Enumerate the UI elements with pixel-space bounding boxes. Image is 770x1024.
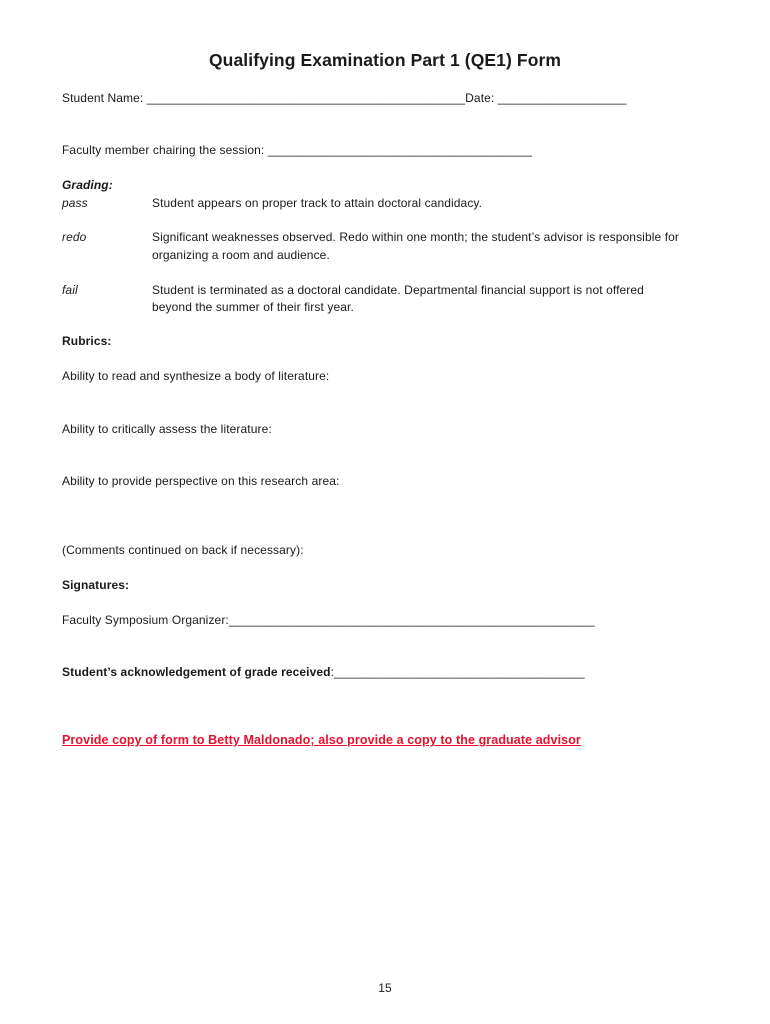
- grade-desc-fail-line-2: beyond the summer of their first year.: [152, 300, 354, 314]
- grade-desc-fail-line-1: Student is terminated as a doctoral candidate. Departmental financial support is not offered: [152, 283, 644, 297]
- faculty-chair-line: Faculty member chairing the session: _______________________________________: [62, 143, 532, 157]
- rubric-item: Ability to provide perspective on this research area:: [62, 474, 340, 488]
- grade-term-fail: fail: [62, 283, 78, 297]
- page-number: 15: [378, 981, 392, 995]
- rubrics-heading: Rubrics:: [62, 334, 112, 348]
- student-ack-label: Student’s acknowledgement of grade received: [62, 665, 331, 679]
- student-name-date-line: Student Name: _______________________________________________Date: ___________________: [62, 91, 627, 105]
- grade-term-pass: pass: [62, 196, 88, 210]
- student-ack-line: [62, 664, 585, 681]
- comments-note: (Comments continued on back if necessary):: [62, 543, 304, 557]
- grade-term-redo: redo: [62, 230, 87, 244]
- rubric-item: Ability to critically assess the literature:: [62, 422, 272, 436]
- rubric-item: Ability to read and synthesize a body of literature:: [62, 369, 330, 383]
- form-title: Qualifying Examination Part 1 (QE1) Form: [208, 50, 562, 70]
- grading-heading: Grading:: [62, 178, 113, 192]
- organizer-signature-line: Faculty Symposium Organizer:______________________________________________________: [62, 613, 595, 627]
- distribution-notice: Provide copy of form to Betty Maldonado; also provide a copy to the graduate advisor: [62, 733, 581, 747]
- grade-desc-pass-line-1: Student appears on proper track to attain doctoral candidacy.: [152, 196, 483, 210]
- signatures-heading: Signatures:: [62, 578, 130, 592]
- grade-desc-redo-line-2: organizing a room and audience.: [152, 248, 330, 262]
- student-ack-underscores: :_____________________________________: [330, 665, 585, 679]
- grade-desc-redo-line-1: Significant weaknesses observed. Redo within one month; the student’s advisor is responsible for: [152, 230, 679, 244]
